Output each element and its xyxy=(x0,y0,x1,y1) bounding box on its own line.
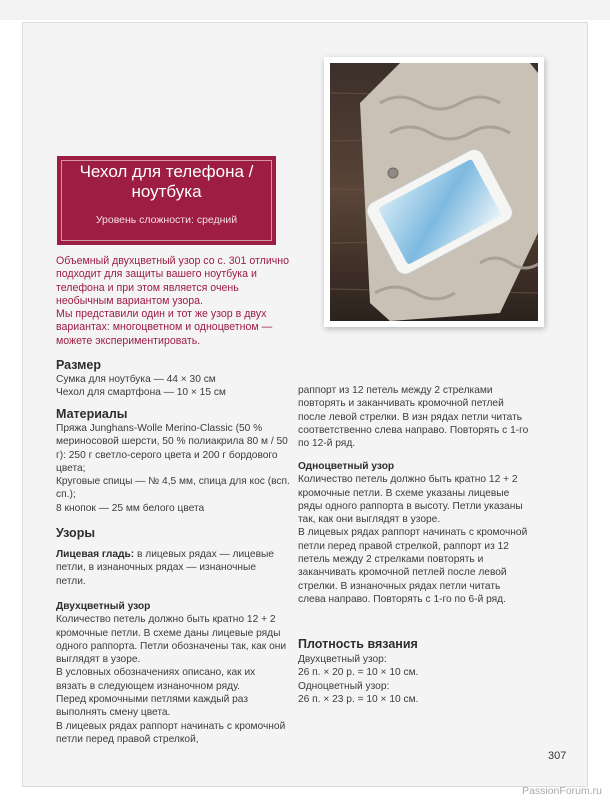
gauge-line: 26 п. × 23 р. = 10 × 10 см. xyxy=(298,693,419,705)
size-line: Чехол для смартфона — 10 × 15 см xyxy=(56,387,226,399)
materials-text xyxy=(56,422,298,515)
gauge-text xyxy=(298,653,530,706)
size-heading: Размер xyxy=(56,358,102,372)
intro-paragraph: Мы представили один и тот же узор в двух вариантах: многоцветном и одноцветном — можете экспериментировать. xyxy=(56,308,273,347)
page-title: Чехол для телефона / ноутбука xyxy=(79,162,254,201)
page-number: 307 xyxy=(548,750,567,762)
materials-line: Круговые спицы — № 4,5 мм, спица для кос (всп. сп.); xyxy=(56,476,290,501)
gauge-heading: Плотность вязания xyxy=(298,637,418,651)
materials-line: 8 кнопок — 25 мм белого цвета xyxy=(56,502,205,514)
gauge-line: Одноцветный узор: xyxy=(298,680,390,692)
materials-line: Пряжа Junghans-Wolle Merino-Classic (50 % мериносовой шерсти, 50 % полиакрила 80 м / 50 г): 250 г светло-серого цвета и 200 г бордового цвета; xyxy=(56,423,288,474)
top-band xyxy=(0,0,610,20)
twocolor-paragraph: Перед кромочными петлями каждый раз выполнять смену цвета. xyxy=(56,694,248,719)
intro-text xyxy=(56,255,296,348)
gauge-line: 26 п. × 20 р. = 10 × 10 см. xyxy=(298,667,419,679)
onecolor-paragraph: Количество петель должно быть кратно 12 + 2 кромочные петли. В схеме указаны лицевые ряды одного раппорта в высоту. Петли указаны так, как они выглядят в узоре. xyxy=(298,474,523,526)
onecolor-paragraph: В лицевых рядах раппорт начинать с кромочной петли перед правой стрелкой, раппорт из 12 петель между 2 стрелками повторять и заканчивать кромочной петлей после левой стрелки. В изнаночных рядах петли читать слева направо. Повторять с 1-го по 6-й ряд. xyxy=(298,527,528,605)
difficulty-level: Уровень сложности: средний xyxy=(95,214,238,226)
materials-heading: Материалы xyxy=(56,407,128,421)
size-text xyxy=(56,373,296,400)
onecolor-heading: Одноцветный узор xyxy=(298,461,395,472)
twocolor-paragraph: В условных обозначениях описано, как их вязать в следующем изнаночном ряду. xyxy=(56,667,256,692)
title-block xyxy=(57,156,276,245)
intro-paragraph: Объемный двухцветный узор со с. 301 отлично подходит для защиты вашего ноутбука и телефона и при этом является очень необычным вариантом узора. xyxy=(56,255,289,307)
patterns-heading: Узоры xyxy=(56,526,96,540)
phone-case-photo xyxy=(324,57,544,327)
twocolor-paragraph: Количество петель должно быть кратно 12 + 2 кромочные петли. В схеме даны лицевые ряды одного раппорта. Петли обозначены так, как они выглядят в узоре. xyxy=(56,614,287,666)
twocolor-continuation: раппорт из 12 петель между 2 стрелками повторять и заканчивать кромочной петлей после левой стрелки. В изн рядах петли читать соответственно слева направо. Повторять с 1-го по 12-й ряд. xyxy=(298,385,529,450)
stockinette-label: Лицевая гладь: xyxy=(56,549,135,560)
onecolor-text xyxy=(298,460,530,606)
photo-illustration xyxy=(330,63,538,321)
gauge-line: Двухцветный узор: xyxy=(298,654,387,665)
twocolor-paragraph: В лицевых рядах раппорт начинать с кромочной петли перед правой стрелкой, xyxy=(56,720,286,745)
twocolor-heading: Двухцветный узор xyxy=(56,601,151,612)
watermark: PassionForum.ru xyxy=(522,785,602,797)
snap-button-icon xyxy=(388,168,398,178)
twocolor-continued-text xyxy=(298,384,530,450)
twocolor-text xyxy=(56,600,288,746)
stockinette-text xyxy=(56,548,288,588)
stockinette-description: в лицевых рядах — лицевые петли, в изнаночных рядах — изнаночные петли. xyxy=(56,549,274,587)
size-line: Сумка для ноутбука — 44 × 30 см xyxy=(56,374,216,385)
